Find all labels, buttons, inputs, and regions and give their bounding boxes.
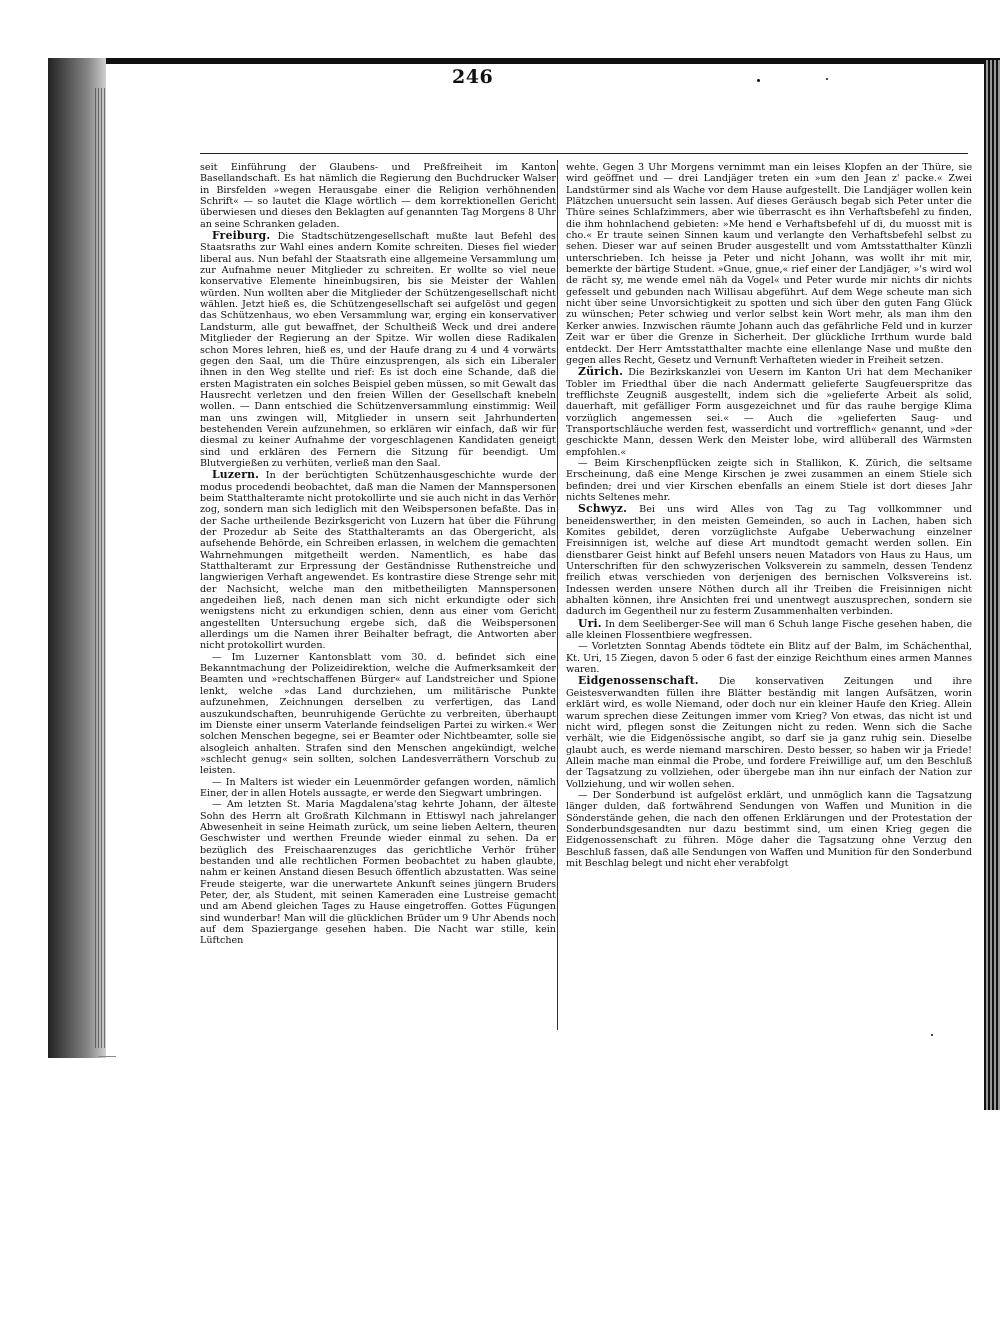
article-paragraph [566, 458, 972, 503]
article-paragraph [200, 777, 556, 800]
page-top-edge [48, 58, 1000, 64]
binding-shadow [95, 88, 105, 1048]
article-text: — Beim Kirschenpflücken zeigte sich in Stallikon, K. Zürich, die seltsame Erscheinung, daß eine Menge Kirschen je zwei zusammen an einem Stiele sich befinden; drei und vier Kirschen ebenfalls an einem Stiele ist dort dieses Jahr nichts Seltenes mehr. [566, 457, 972, 503]
article-text: In dem Seeliberger-See will man 6 Schuh lange Fische gesehen haben, die alle kleinen Flossentbiere wegfressen. [566, 618, 972, 642]
article-paragraph [566, 366, 972, 458]
article-paragraph [566, 618, 972, 642]
article-text: Die Stadtschützengesellschaft mußte laut Befehl des Staatsraths zur Wahl eines andern Komite schreiten. Dieses fiel wieder liberal aus. Nun befahl der Staatsrath eine allgemeine Versammlung um zur Aufnahme neuer Mitglieder zu schreiten. Er wollte so viel neue konservative Elemente hineinbugsiren, bis sie Meister der Wahlen würden. Nun wollten aber die Mitglieder der Schützengesellschaft nicht wählen. Jetzt hieß es, die Schützengesellschaft sei aufgelöst und gegen das Schützenhaus, wo eben Versammlung war, erging ein konservativer Landsturm, alle gut bewaffnet, der Schultheiß Weck und drei andere Mitglieder der Regierung an der Spitze. Wir wollen diese Radikalen schon Mores lehren, hieß es, und der Haufe drang zu 4 und 4 vorwärts gegen den Saal, um die Thüre einzusprengen, als sich ein Liberaler ihnen in den Weg stellte und rief: Es ist doch eine Schande, daß die ersten Magistraten ein solches Beispiel geben müssen, so mit Gewalt das Hausrecht verletzen und den freien Willen der Gesellschaft knebeln wollen. — Dann entschied die Schützenversammlung einstimmig: Weil man uns zwingen will, Mitglieder in unsern seit Jahrhunderten bestehenden Verein aufzunehmen, so erklären wir einfach, daß wir für diesmal zu keiner Aufnahme der vorgeschlagenen Kandidaten geneigt sind und erklären des Fernern die Sitzung für beendigt. Um Blutvergießen zu verhüten, verließ man den Saal. [200, 231, 556, 469]
article-paragraph [200, 230, 556, 469]
article-paragraph [200, 162, 556, 230]
article-paragraph [566, 503, 972, 617]
article-headword: Zürich. [578, 365, 624, 379]
article-paragraph [200, 652, 556, 777]
right-column [566, 162, 972, 869]
page-stack-edge [984, 60, 1000, 1110]
article-text: — Am letzten St. Maria Magdalena'stag kehrte Johann, der älteste Sohn des Herrn alt Großrath Kilchmann in Ettiswyl nach jahrelanger Abwesenheit in seine Heimath zurück, um seine lieben Aeltern, theuren Geschwister und werthen Freunde wieder einmal zu sehen. Da er bezüglich des Freischaarenzuges das gerichtliche Verhör früher bestanden und alle rechtlichen Formen beobachtet zu haben glaubte, nahm er keinen Anstand diesen Besuch öffentlich abzustatten. Was seine Freude steigerte, war die unerwartete Ankunft seines jüngern Bruders Peter, der, als Student, mit seinen Kameraden eine Lustreise gemacht und am Abend gleichen Tages zu Hause eingetroffen. Gottes Fügungen sind wunderbar! Man will die glücklichen Brüder um 9 Uhr Abends noch auf dem Spaziergange gesehen haben. Die Nacht war stille, kein Lüftchen [200, 799, 556, 947]
scan-speck [931, 1034, 933, 1036]
article-paragraph [566, 641, 972, 675]
article-headword: Uri. [578, 616, 602, 630]
article-text: — Im Luzerner Kantonsblatt vom 30. d. befindet sich eine Bekanntmachung der Polizeidirektion, welche die Aufmerksamkeit der Beamten und »rechtschaffenen Bürger« auf Landstreicher und Spione lenkt, welche »das Land durchziehen, um militärische Punkte aufzunehmen, Zeichnungen derselben zu verfertigen, das Land auszukundschaften, beunruhigende Gerüchte zu verbreiten, überhaupt im Dienste einer unserm Vaterlande feindseligen Partei zu wirken.« Wer solchen Menschen begegne, sei er Beamter oder Nichtbeamter, solle sie alsogleich anhalten. Strafen sind den Menschen angekündigt, welche »schlecht genug« sein sollten, solchen Landesverräthern Vorschub zu leisten. [200, 651, 556, 777]
article-text: seit Einführung der Glaubens- und Preßfreiheit im Kanton Basellandschaft. Es hat nämlich die Regierung den Buchdrucker Walser in Birsfelden »wegen Herausgabe einer die Religion verhöhnenden Schrift« — so lautet die Klage wörtlich — dem korrektionellen Gericht überwiesen und dieses den Beklagten auf genannten Tag Morgens 8 Uhr an seine Schranken geladen. [200, 162, 556, 230]
column-divider [557, 160, 558, 1030]
scan-speck [757, 79, 760, 82]
binding-bottom-shadow [98, 1056, 116, 1057]
article-text: Die konservativen Zeitungen und ihre Geistesverwandten füllen ihre Blätter beständig mit langen Aufsätzen, worin erklärt wird, es wolle Niemand, oder doch nur ein kleiner Haufe den Krieg. Allein warum sprechen diese Zeitungen immer vom Krieg? Von etwas, das nicht ist und nicht wird, pflegen sonst die Zeitungen nicht zu reden. Wenn sich die Sache verhält, wie die Eidgenössische angibt, so darf sie ja ganz ruhig sein. Dieselbe glaubt auch, es werde niemand marschiren. Desto besser, so haben wir ja Friede! Allein mache man einmal die Probe, und fordere Freiwillige auf, um den Beschluß der Tagsatzung zu vollziehen, oder übergebe man ihn nur einfach der Nation zur Vollziehung, und wir wollen sehen. [566, 676, 972, 790]
article-text: — Der Sonderbund ist aufgelöst erklärt, und unmöglich kann die Tagsatzung länger dulden, daß fortwährend Sendungen von Waffen und Munition in die Sönderstände gehen, die nach den offenen Erklärungen und der Protestation der Sonderbundsgesandten nur dazu bestimmt sind, um einen Krieg gegen die Eidgenossenschaft zu führen. Möge daher die Tagsatzung ohne Verzug den Beschluß fassen, daß alle Sendungen von Waffen und Munition für den Sonderbund mit Beschlag belegt und nicht eher verabfolgt [566, 789, 972, 869]
article-headword: Luzern. [212, 468, 260, 482]
article-paragraph [566, 162, 972, 366]
article-text: — In Malters ist wieder ein Leuenmörder gefangen worden, nämlich Einer, der in allen Hotels aussagte, er werde den Siegwart umbringen. [200, 776, 556, 799]
article-paragraph [566, 675, 972, 789]
article-text: In der berüchtigten Schützenhausgeschichte wurde der modus procedendi beobachtet, daß man die Namen der Mannspersonen beim Statthalteramte nicht protokollirte und sie auch nicht in das Verhör zog, sondern man sich lediglich mit den Weibspersonen befaßte. Das in der Sache urtheilende Bezirksgericht von Luzern hat über die Führung der Prozedur ab Seite des Statthalteramts an das Obergericht, als aufsehende Behörde, ein Schreiben erlassen, in welchem die gemachten Wahrnehmungen mitgetheilt werden. Namentlich, es habe das Statthalteramt zur Erpressung der Geständnisse Ruthenstreiche und langwierigen Verhaft angewendet. Es kontrastire diese Strenge sehr mit der Nachsicht, welche man den mitbetheiligten Mannspersonen angedeihen ließ, nach denen man sich nicht erkundigte oder sich wenigstens nicht zu erkundigen schien, denn aus einer vom Gericht angestellten Untersuchung ergebe sich, daß die Weibspersonen allerdings um die Namen ihrer Beihalter befragt, die Antworten aber nicht protokollirt wurden. [200, 470, 556, 652]
article-paragraph [200, 469, 556, 652]
article-text: Bei uns wird Alles von Tag zu Tag vollkommner und beneidenswerther, in den meisten Gemeinden, so auch in Lachen, haben sich Komites gebildet, deren vorzüglichste Aufgabe Ueberwachung einzelner Freisinnigen ist, welche auf diese Art mundtodt gemacht werden sollen. Ein dienstbarer Geist hinkt auf Befehl unsers neuen Matadors von Haus zu Haus, um Unterschriften für den schwyzerischen Volksverein zu sammeln, dessen Tendenz freilich etwas verschieden von derjenigen des bernischen Volksvereins ist. Indessen werden unsere Nöthen durch all ihr Treiben die Freisinnigen nicht abhalten können, ihre Ansichten frei und unentwegt auszusprechen, sondern sie dadurch im Gegentheil nur zu festerm Zusammenhalten verbinden. [566, 504, 972, 618]
article-text: Die Bezirkskanzlei von Uesern im Kanton Uri hat dem Mechaniker Tobler im Friedthal über die nach Andermatt gelieferte Saugfeuerspritze das trefflichste Zeugniß ausgestellt, indem sich die »gelieferte Arbeit als solid, dauerhaft, mit gefälliger Form ausgezeichnet und für das rauhe bergige Klima vorzüglich angemessen sei.« — Auch die »gelieferten Saug- und Transportschläuche werden fest, wasserdicht und vortrefflich« genannt, und »der geschickte Mann, dessen Werk den Meister lobe, wird allüberall des Wärmsten empfohlen.« [566, 367, 972, 458]
article-paragraph [566, 790, 972, 869]
article-paragraph [200, 799, 556, 946]
left-column [200, 162, 556, 947]
article-text: wehte. Gegen 3 Uhr Morgens vernimmt man ein leises Klopfen an der Thüre, sie wird geöffnet und — drei Landjäger treten ein »um den Jean z' packe.« Zwei Landstürmer sind als Wache vor dem Hause aufgestellt. Die Landjäger wollen kein Plätzchen unuersucht sein lassen. Auf dieses Geräusch begab sich Peter unter die Thüre seines Schlafzimmers, aber wie überrascht es ihn Verhaftsbefehl zu finden, die ihm hohnlachend gebieten: »Me hend e Verhaftsbefehl uf di, du muosst mit is cho.« Er traute seinen Sinnen kaum und verlangte den Verhaftsbefehl selbst zu sehen. Dieser war auf seinen Bruder ausgestellt und vom Amtsstatthalter Künzli unterschrieben. Ich heisse ja Peter und nicht Johann, was wollt ihr mit mir, bemerkte der bärtige Student. »Gnue, gnue,« rief einer der Landjäger, »'s wird wol de rächt sy, me wende emel näh da Vogel« und Peter wurde mir nichts dir nichts gefesselt und gebunden nach Willisau abgeführt. Auf dem Wege scheute man sich nicht über seine Unvorsichtigkeit zu spotten und sich über den guten Fang Glück zu wünschen; Peter schwieg und verlor selbst kein Wort mehr, als man ihm den Kerker anwies. Inzwischen räumte Johann auch das gefährliche Feld und in kurzer Zeit war er über die Grenze in Sicherheit. Der glückliche Irrthum wurde bald entdeckt. Der Herr Amtsstatthalter machte eine ellenlange Nase und mußte den gegen alles Recht, Gesetz und Vernunft Verhafteten wieder in Freiheit setzen. [566, 162, 972, 366]
header-rule [200, 153, 968, 154]
article-headword: Eidgenossenschaft. [578, 674, 699, 688]
article-text: — Vorletzten Sonntag Abends tödtete ein Blitz auf der Balm, im Schächenthal, Kt. Uri, 15 Ziegen, davon 5 oder 6 fast der einzige Reichthum eines armen Mannes waren. [566, 641, 972, 676]
article-headword: Schwyz. [578, 502, 628, 516]
article-headword: Freiburg. [212, 229, 271, 243]
page-number: 246 [452, 66, 494, 88]
scan-speck [826, 78, 828, 80]
